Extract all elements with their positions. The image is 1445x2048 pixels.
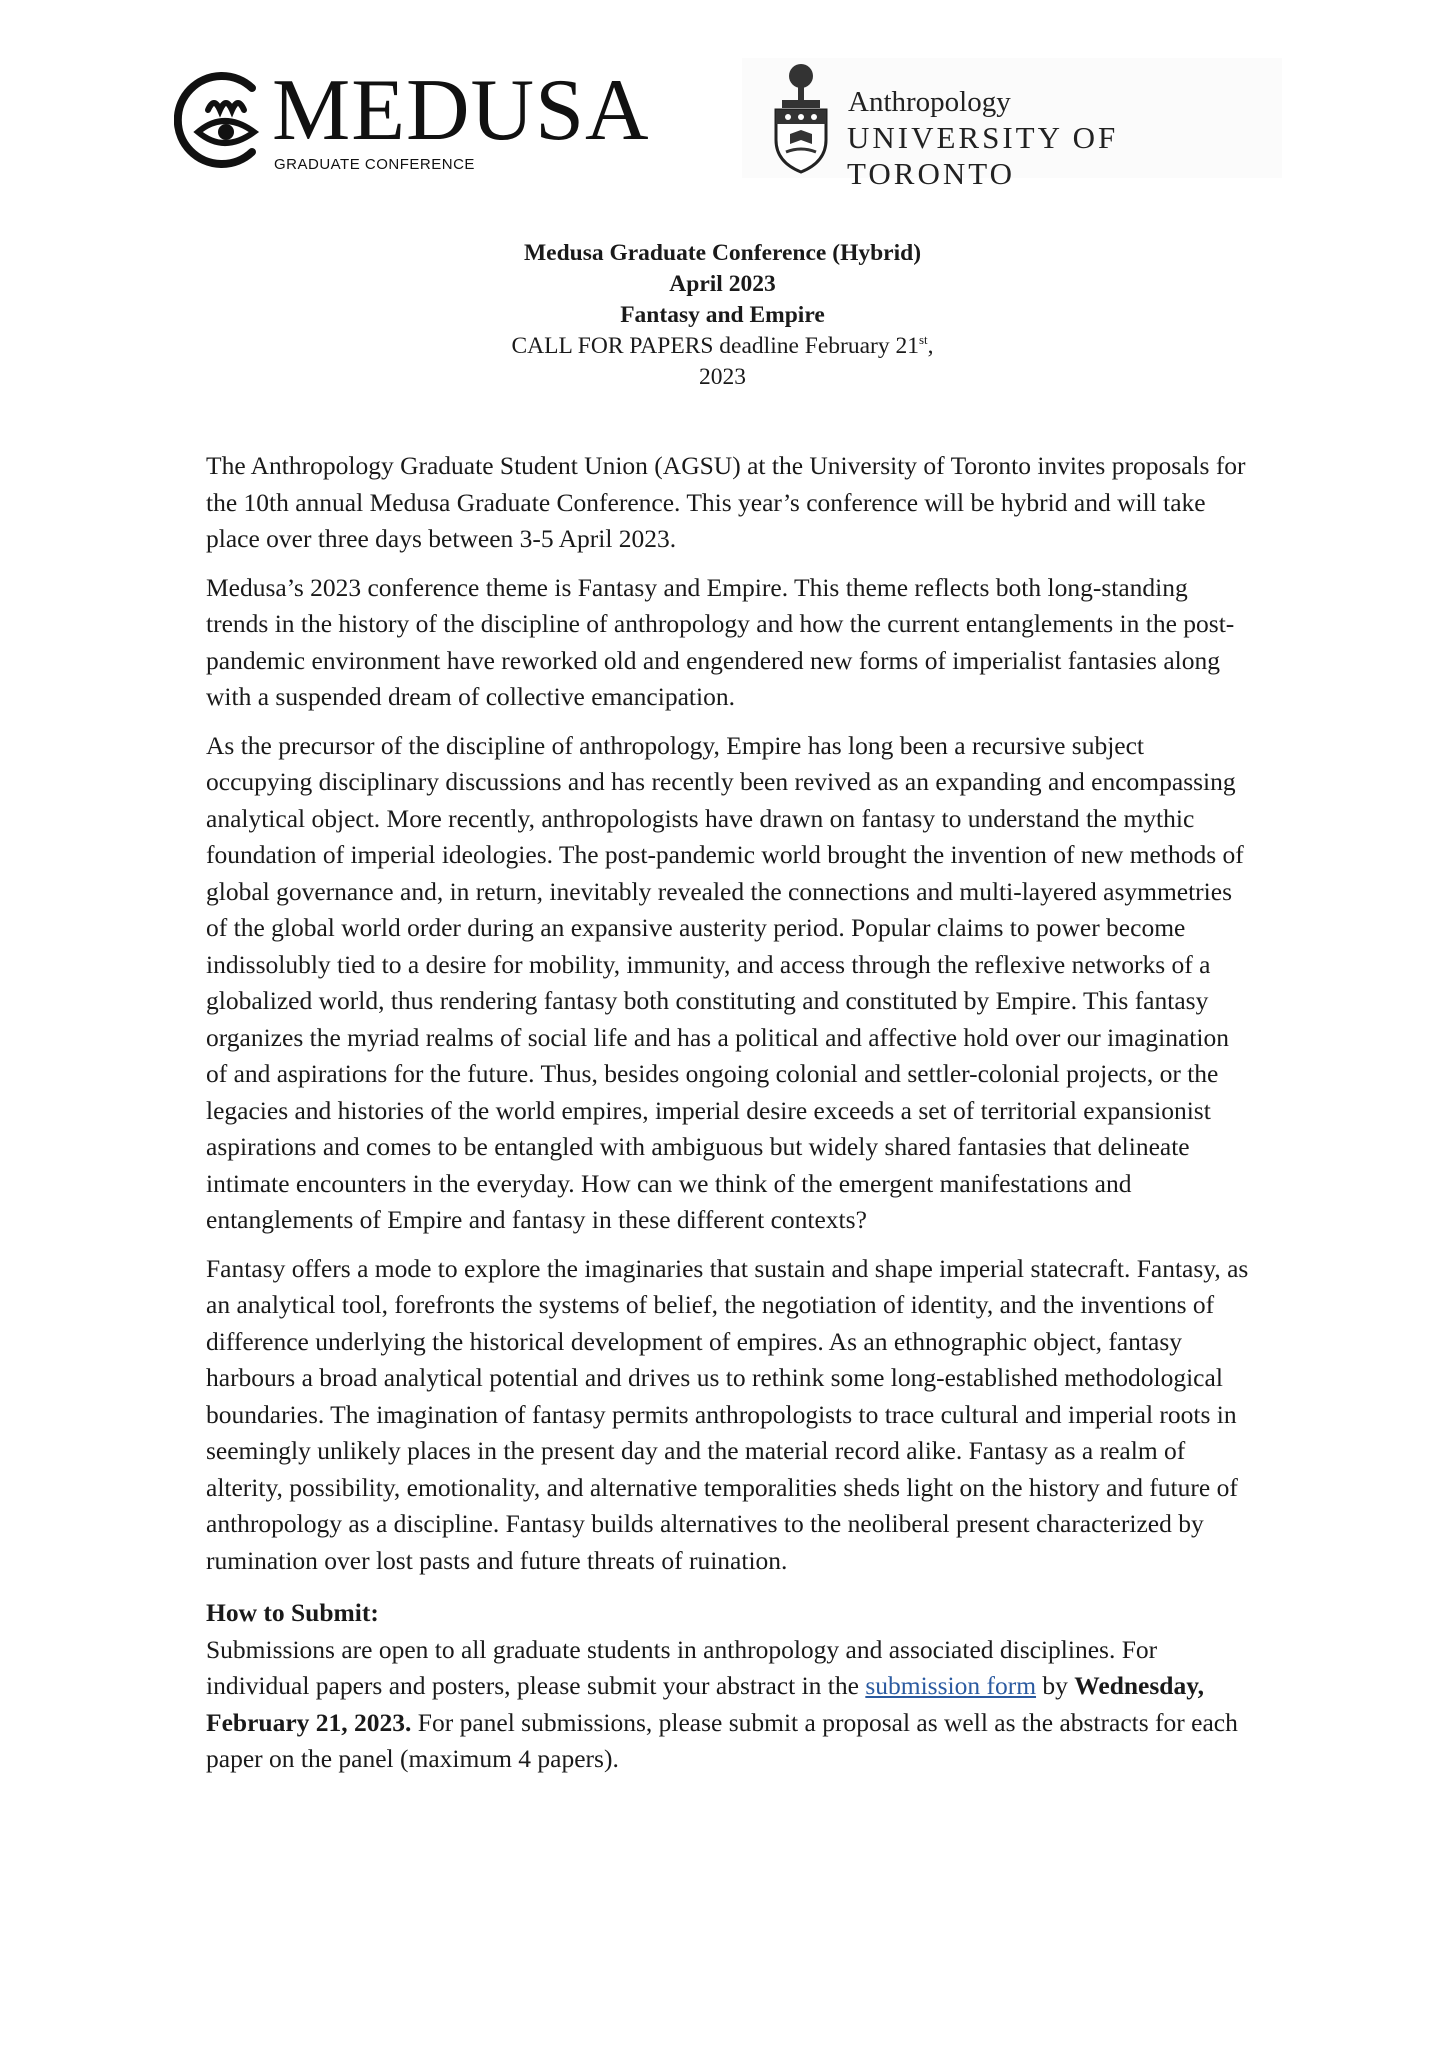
- uoft-name: UNIVERSITY OF TORONTO: [847, 120, 1119, 191]
- heading-line-3: Fantasy and Empire: [620, 302, 825, 328]
- heading-line-1: Medusa Graduate Conference (Hybrid): [523, 240, 922, 266]
- header-logos: [0, 0, 1445, 200]
- how-to-submit-heading: How to Submit:: [206, 1598, 379, 1627]
- cfp-line: [0, 331, 1445, 362]
- cfp-text: CALL FOR PAPERS deadline February 21: [511, 333, 919, 359]
- submit-text-3: For panel submissions, please submit a proposal as well as the abstracts for each paper on the panel (maximum 4 papers).: [206, 1707, 1238, 1773]
- cfp-year: 2023: [699, 364, 746, 390]
- submission-form-link[interactable]: submission form: [865, 1671, 1037, 1700]
- paragraph-fantasy: Fantasy offers a mode to explore the imaginaries that sustain and shape imperial statecraft. Fantasy, as an analytical tool, forefronts the systems of belief, the negotiation of identity, and the inventions of difference underlying the historical development of empires. As an ethnographic object, fantasy harbours a broad analytical potential and drives us to rethink some long-established methodological boundaries. The imagination of fantasy permits anthropologists to trace cultural and imperial roots in seemingly unlikely places in the present day and the material record alike. Fantasy as a realm of alterity, possibility, emotionality, and alternative temporalities sheds light on the history and future of anthropology as a discipline. Fantasy builds alternatives to the neoliberal present characterized by rumination over lost pasts and future threats of ruination.: [206, 1253, 1249, 1575]
- uoft-logo: [742, 58, 1282, 191]
- paragraph-intro: The Anthropology Graduate Student Union (AGSU) at the University of Toronto invites proposals for the 10th annual Medusa Graduate Conference. This year’s conference will be hybrid and will take place over three days between 3-5 April 2023.: [206, 451, 1246, 553]
- document-body: [206, 448, 1254, 1778]
- paragraph-theme: Medusa’s 2023 conference theme is Fantasy and Empire. This theme reflects both long-standing trends in the history of the discipline of anthropology and how the current entanglements in the post-pandemic environment have reworked old and engendered new forms of imperialist fantasies along with a suspended dream of collective emancipation.: [206, 572, 1235, 711]
- medusa-subtitle: GRADUATE CONFERENCE: [274, 156, 475, 173]
- medusa-eye-icon: [174, 70, 274, 170]
- submission-deadline: Wednesday, February 21, 2023.: [206, 1671, 1204, 1737]
- paragraph-empire: As the precursor of the discipline of anthropology, Empire has long been a recursive subject occupying disciplinary discussions and has recently been revived as an expanding and encompassing analytical object. More recently, anthropologists have drawn on fantasy to understand the mythic foundation of imperial ideologies. The post-pandemic world brought the invention of new methods of global governance and, in return, inevitably revealed the connections and multi-layered asymmetries of the global world order during an expansive austerity period. Popular claims to power become indissolubly tied to a desire for mobility, immunity, and access through the reflexive networks of a globalized world, thus rendering fantasy both constituting and constituted by Empire. This fantasy organizes the myriad realms of social life and has a political and affective hold over our imagination of and aspirations for the future. Thus, besides ongoing colonial and settler-colonial projects, or the legacies and histories of the world empires, imperial desire exceeds a set of territorial expansionist aspirations and comes to be entangled with ambiguous but widely shared fantasies that delineate intimate encounters in the everyday. How can we think of the emergent manifestations and entanglements of Empire and fantasy in these different contexts?: [206, 730, 1244, 1234]
- heading-line-2: April 2023: [669, 271, 776, 297]
- uoft-crest-icon: [770, 62, 832, 174]
- submit-text-2: by: [1036, 1671, 1075, 1700]
- submit-text-1: Submissions are open to all graduate students in anthropology and associated disciplines. For individual papers and posters, please submit your abstract in the: [206, 1634, 1158, 1700]
- medusa-wordmark: MEDUSA: [272, 62, 650, 159]
- cfp-comma: ,: [927, 333, 934, 359]
- medusa-logo: [174, 62, 650, 180]
- conference-heading: [0, 238, 1445, 393]
- uoft-department: Anthropology: [848, 86, 1011, 118]
- cfp-superscript: st: [919, 332, 928, 348]
- how-to-submit-text: [206, 1632, 1254, 1778]
